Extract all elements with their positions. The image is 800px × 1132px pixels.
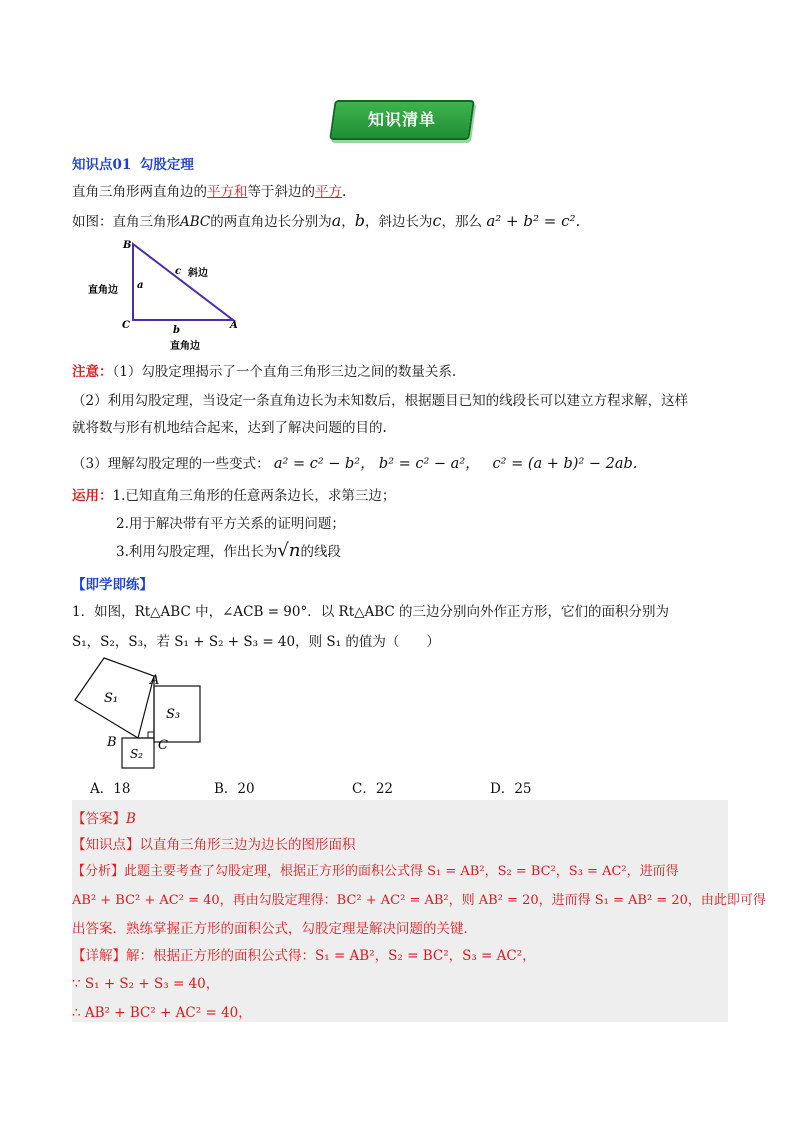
def-underline-1: 平方和: [207, 184, 248, 200]
def-text-2: 等于斜边的: [247, 184, 315, 200]
kp-heading: [72, 153, 194, 173]
analysis-label: 【分析】: [72, 864, 125, 879]
triangle-shape: [133, 244, 233, 320]
label-B: B: [107, 735, 117, 750]
banner-text: 知识清单: [367, 110, 436, 129]
note-3-text: （3）理解勾股定理的一些变式：: [72, 456, 270, 472]
note-2a: （2）利用勾股定理，当设定一条直角边长为未知数后，根据题目已知的线段长可以建立方程求解，这样: [72, 393, 689, 409]
variant-3: c² = (a + b)² − 2ab.: [492, 456, 638, 472]
fig-abc: ABC: [180, 214, 211, 230]
answer-label: 【答案】: [72, 811, 126, 827]
answer-line: [72, 807, 136, 827]
option-D: D．25: [490, 781, 532, 797]
note-3: [72, 452, 637, 473]
label-S3: S₃: [166, 707, 181, 722]
right-triangle-figure: [80, 236, 260, 354]
detail-line-1: [72, 944, 536, 964]
detail-label: 【详解】: [72, 948, 126, 964]
label-S2: S₂: [130, 747, 144, 761]
usage-label: 运用：: [72, 488, 113, 504]
detail-line-2: ∵ S₁ + S₂ + S₃ = 40，: [72, 976, 220, 992]
usage-2: 2.用于解决带有平方关系的证明问题；: [116, 516, 345, 532]
side-a-label: a: [137, 280, 144, 291]
vertex-C: C: [122, 320, 130, 331]
usage-1: [72, 484, 395, 504]
variant-1: a² = c² − b²，: [273, 456, 375, 472]
definition-sentence: [72, 180, 346, 200]
side-c-label: c: [175, 266, 182, 277]
note-1-text: （1）勾股定理揭示了一个直角三角形三边之间的数量关系.: [112, 364, 457, 380]
kp-title: 勾股定理: [139, 157, 194, 173]
pythagorean-formula: a² + b² = c².: [486, 212, 581, 230]
left-leg-label: 直角边: [88, 285, 118, 296]
note-label: 注意：: [72, 364, 113, 380]
def-underline-2: 平方: [315, 184, 342, 200]
hypotenuse-label: 斜边: [188, 268, 208, 279]
vertex-B: B: [123, 240, 132, 251]
question-1-line-2: S₁，S₂，S₃，若 S₁ + S₂ + S₃ = 40，则 S₁ 的值为（ ）: [72, 634, 440, 650]
option-A: A．18: [90, 781, 131, 797]
usage-3-end: 的线段: [300, 544, 341, 560]
fig-text-1: 如图：直角三角形: [72, 214, 180, 230]
analysis-line-2: AB² + BC² + AC² = 40，再由勾股定理得：BC² + AC² = AB²，则 AB² = 20，进而得 S₁ = AB² = 20，由此即可得: [72, 893, 766, 908]
usage-3: [116, 540, 341, 561]
answer-value: B: [126, 811, 136, 827]
right-angle-mark: [148, 732, 154, 738]
label-S1: S₁: [104, 691, 119, 706]
practice-header: 【即学即练】: [72, 577, 153, 593]
note-1: [72, 360, 456, 380]
side-b-label: b: [173, 325, 180, 336]
knowledge-point-line: [72, 833, 356, 853]
variant-2: b² = c² − a²，: [378, 456, 480, 472]
analysis-line-1: [72, 860, 679, 879]
option-C: C．22: [352, 781, 394, 797]
sqrt-n: √n: [277, 540, 301, 561]
vertex-A: A: [230, 320, 238, 331]
usage-1-text: 1.已知直角三角形的任意两条边长，求第三边；: [112, 488, 396, 504]
kp-answer-label: 【知识点】: [72, 837, 140, 853]
fig-var-b: b: [354, 211, 366, 230]
figure-description: 如图：直角三角形ABC的两直角边长分别为a，b，斜边长为c，那么 a² + b² = c².: [72, 211, 581, 230]
fig-text-3: ，斜边长为: [365, 214, 433, 230]
def-text-1: 直角三角形两直角边的: [72, 184, 207, 200]
fig-var-a: a: [331, 211, 342, 230]
usage-3-text: 3.利用勾股定理，作出长为: [116, 544, 278, 560]
analysis-line-3: 出答案．熟练掌握正方形的面积公式，勾股定理是解决问题的关键．: [72, 921, 477, 937]
fig-var-c: c: [432, 211, 442, 230]
fig-text-2: 的两直角边长分别为: [210, 214, 332, 230]
fig-text-4: ，那么: [441, 214, 483, 230]
option-B: B．20: [214, 781, 255, 797]
analysis-text-1: 此题主要考查了勾股定理，根据正方形的面积公式得 S₁ = AB²，S₂ = BC²，S₃ = AC²，进而得: [124, 864, 679, 879]
detail-line-3: ∴ AB² + BC² + AC² = 40，: [72, 1005, 252, 1021]
def-end: .: [342, 184, 347, 200]
note-2b: 就将数与形有机地结合起来，达到了解决问题的目的.: [72, 420, 387, 436]
kp-label: 知识点01: [72, 157, 132, 173]
label-A: A: [150, 673, 160, 688]
label-C: C: [158, 738, 168, 753]
question-1-line-1: 1．如图，Rt△ABC 中，∠ACB = 90°．以 Rt△ABC 的三边分别向外作正方形，它们的面积分别为: [72, 604, 670, 620]
bottom-leg-label: 直角边: [170, 341, 200, 352]
section-banner: [329, 100, 475, 140]
squares-figure: [70, 656, 210, 772]
kp-answer-value: 以直角三角形三边为边长的图形面积: [139, 837, 356, 853]
detail-text-1: 解：根据正方形的面积公式得：S₁ = AB²，S₂ = BC²，S₃ = AC²，: [126, 948, 536, 964]
